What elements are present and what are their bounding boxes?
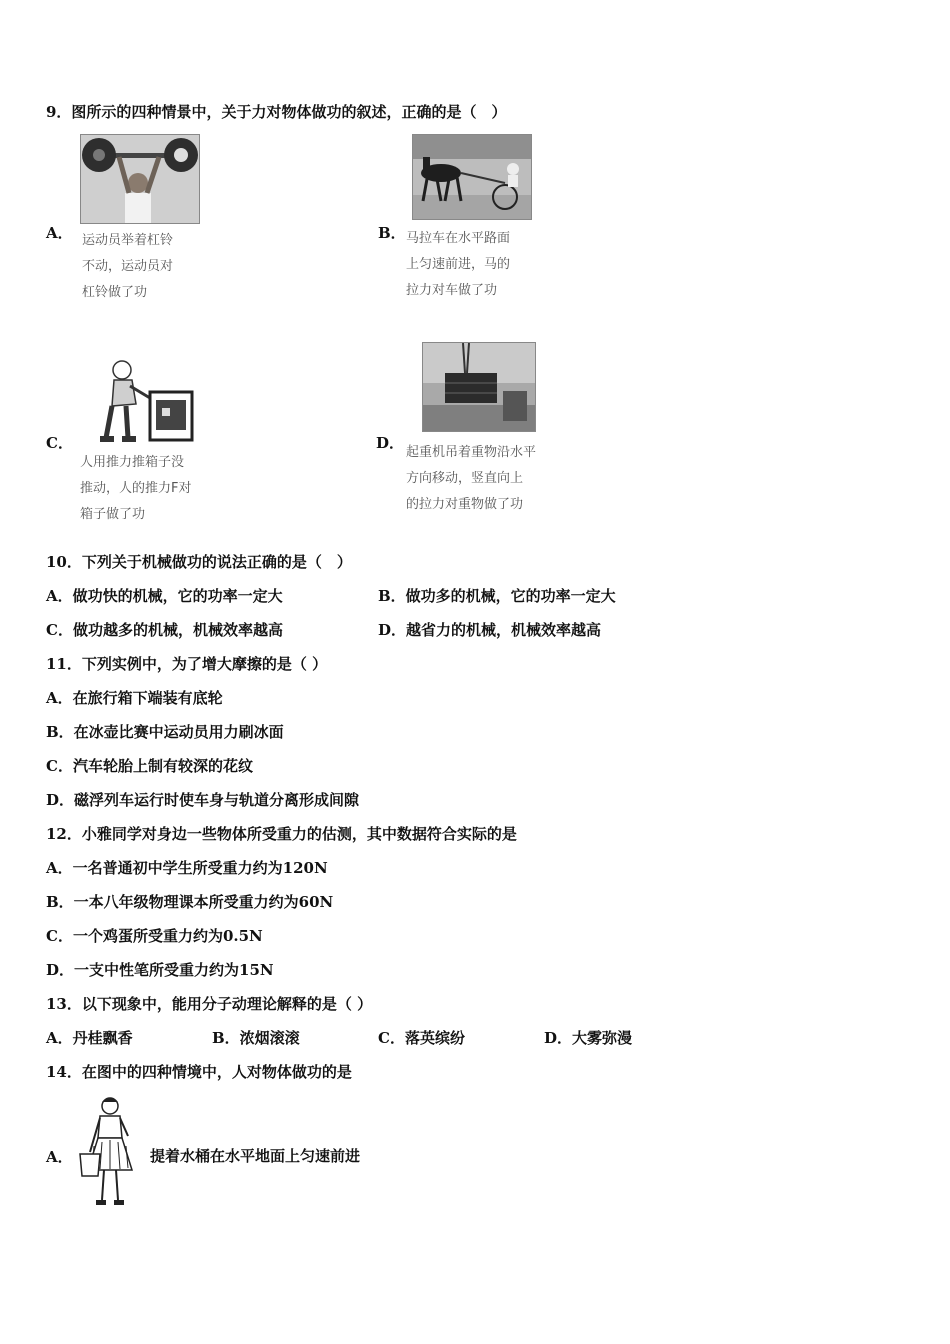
q9-option-c-caption: 人用推力推箱子没 推动，人的推力F对 箱子做了功 [80, 455, 192, 522]
q13-stem: 13．以下现象中，能用分子动理论解释的是（ ） [46, 995, 373, 1013]
q9-option-b-label: B． [378, 224, 406, 242]
q14-option-a-text: 提着水桶在水平地面上匀速前进 [150, 1147, 361, 1165]
q12-stem: 12．小雅同学对身边一些物体所受重力的估测，其中数据符合实际的是 [46, 825, 517, 843]
q9-option-a-label: A． [46, 224, 73, 242]
q10-option-b: B．做功多的机械，它的功率一定大 [378, 587, 616, 605]
q12-option-c: C．一个鸡蛋所受重力约为0.5N [46, 927, 263, 945]
q11-option-c: C．汽车轮胎上制有较深的花纹 [46, 757, 253, 775]
q11-option-d: D．磁浮列车运行时使车身与轨道分离形成间隙 [46, 791, 360, 809]
q10-option-c: C．做功越多的机械，机械效率越高 [46, 621, 283, 639]
q10-stem: 10．下列关于机械做功的说法正确的是（ ） [46, 553, 352, 571]
q12-option-a: A．一名普通初中学生所受重力约为120N [46, 859, 328, 877]
q9-option-a-caption: 运动员举着杠铃 不动，运动员对 杠铃做了功 [82, 233, 174, 300]
q12-option-b: B．一本八年级物理课本所受重力约为60N [46, 893, 334, 911]
q9-option-c-label: C． [46, 434, 73, 452]
q9-option-b-caption: 马拉车在水平路面 上匀速前进，马的 拉力对车做了功 [406, 231, 511, 298]
q14-option-a-label: A． [46, 1148, 73, 1166]
q9-option-d-label: D． [376, 434, 405, 452]
weightlifter-image [80, 134, 200, 224]
q11-option-b: B．在冰壶比赛中运动员用力刷冰面 [46, 723, 284, 741]
horse-cart-image [412, 134, 532, 220]
q10-option-d: D．越省力的机械，机械效率越高 [378, 621, 602, 639]
q13-option-b: B．浓烟滚滚 [212, 1029, 300, 1047]
q13-option-d: D．大雾弥漫 [544, 1029, 633, 1047]
woman-carrying-bucket-image [76, 1096, 142, 1208]
q9-stem: 9．图所示的四种情景中，关于力对物体做功的叙述，正确的是（ ） [46, 103, 507, 121]
q9-option-d-caption: 起重机吊着重物沿水平 方向移动，竖直向上 的拉力对重物做了功 [406, 445, 537, 512]
q11-option-a: A．在旅行箱下端装有底轮 [46, 689, 223, 707]
crane-image [422, 342, 536, 432]
q12-option-d: D．一支中性笔所受重力约为15N [46, 961, 274, 979]
q10-option-a: A．做功快的机械，它的功率一定大 [46, 587, 283, 605]
q13-option-a: A．丹桂飘香 [46, 1029, 133, 1047]
q13-option-c: C．落英缤纷 [378, 1029, 465, 1047]
q11-stem: 11．下列实例中，为了增大摩擦的是（ ） [46, 655, 328, 673]
q14-stem: 14．在图中的四种情境中，人对物体做功的是 [46, 1063, 352, 1081]
person-pushing-box-image [92, 356, 198, 448]
